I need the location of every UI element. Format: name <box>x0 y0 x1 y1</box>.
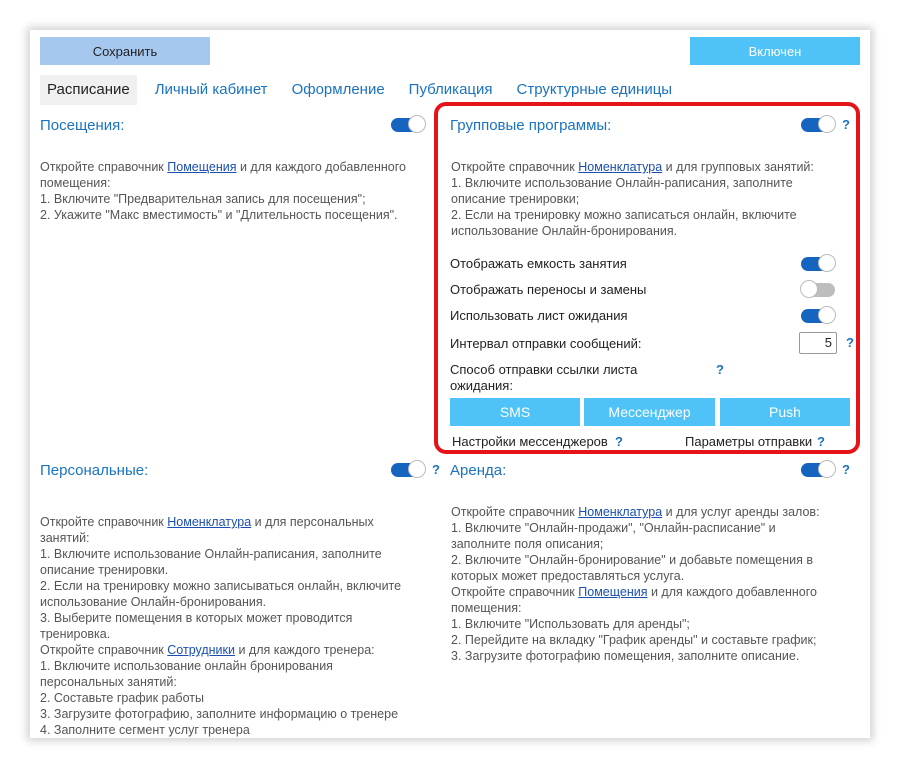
interval-label: Интервал отправки сообщений: <box>450 336 642 351</box>
personal-nomenclature-link[interactable]: Номенклатура <box>167 515 252 529</box>
messenger-settings-help-icon[interactable]: ? <box>615 434 623 449</box>
sms-button[interactable]: SMS <box>450 398 580 426</box>
personal-description: Откройте справочник Номенклатура и для персональных занятий: 1. Включите использование Онлайн-раписания, заполните описание тренировки. 2. Если на тренировку можно записываться онлайн, включите использование Онлайн-бронирования. 3. Выберите помещения в которых может проводится тренировка. Откройте справочник Сотрудники и для каждого тренера: 1. Включите использование онлайн бронирования персональных занятий: 2. Составьте график работы 3. Загрузите фотографию, заполните информацию о тренере 4. Заполните сегмент услуг тренера <box>40 515 402 737</box>
interval-input[interactable]: 5 <box>799 332 837 354</box>
group-title: Групповые программы: <box>450 117 612 134</box>
push-button[interactable]: Push <box>720 398 850 426</box>
visits-toggle[interactable] <box>391 116 425 134</box>
enabled-button[interactable]: Включен <box>690 37 860 65</box>
tab-bar <box>40 75 684 105</box>
premises-link[interactable]: Помещения <box>167 160 237 174</box>
rent-premises-link[interactable]: Помещения <box>578 585 648 599</box>
rent-nomenclature-link[interactable]: Номенклатура <box>578 505 663 519</box>
tab-design[interactable]: Оформление <box>291 81 385 98</box>
visits-title: Посещения: <box>40 117 125 134</box>
tab-personal-account[interactable]: Личный кабинет <box>154 81 268 98</box>
send-params-help-icon[interactable]: ? <box>817 434 825 449</box>
show-capacity-label: Отображать емкость занятия <box>450 256 627 271</box>
settings-panel <box>30 30 870 738</box>
messenger-button[interactable]: Мессенджер <box>584 398 715 426</box>
tab-structural-units[interactable]: Структурные единицы <box>516 81 673 98</box>
group-description: Откройте справочник Номенклатура и для групповых занятий: 1. Включите использование Онлайн-раписания, заполните описание тренировки; 2. Если на тренировку можно записаться онлайн, включите использование Онлайн-бронирования. <box>451 160 814 238</box>
show-transfers-label: Отображать переносы и замены <box>450 282 647 297</box>
save-button[interactable]: Сохранить <box>40 37 210 65</box>
personal-title: Персональные: <box>40 462 149 479</box>
personal-toggle[interactable] <box>391 461 425 479</box>
visits-description: Откройте справочник Помещения и для каждого добавленного помещения: 1. Включите "Предварительная запись для посещения"; 2. Укажите "Макс вместимость" и "Длительность посещения". <box>40 160 406 222</box>
tab-publication[interactable]: Публикация <box>408 81 493 98</box>
waitlist-label: Использовать лист ожидания <box>450 308 628 323</box>
interval-help-icon[interactable]: ? <box>846 335 854 350</box>
rent-toggle[interactable] <box>801 461 835 479</box>
nomenclature-link[interactable]: Номенклатура <box>578 160 663 174</box>
send-method-label: Способ отправки ссылки листа ожидания: <box>450 362 638 393</box>
employees-link[interactable]: Сотрудники <box>167 643 235 657</box>
send-params-link[interactable]: Параметры отправки <box>685 434 813 449</box>
highlight-frame <box>434 102 860 454</box>
rent-title: Аренда: <box>450 462 507 479</box>
rent-description: Откройте справочник Номенклатура и для услуг аренды залов: 1. Включите "Онлайн-продажи", "Онлайн-расписание" и заполните поля описания; 2. Включите "Онлайн-бронирование" и добавьте помещения в которых может предоставляться услуга. Откройте справочник Помещения и для каждого добавленного помещения: 1. Включите "Использовать для аренды"; 2. Перейдите на вкладку "График аренды" и составьте график; 3. Загрузите фотографию помещения, заполните описание. <box>451 505 820 663</box>
tab-schedule[interactable]: Расписание <box>40 75 137 105</box>
group-help-icon[interactable]: ? <box>842 117 850 132</box>
personal-help-icon[interactable]: ? <box>432 462 440 477</box>
messenger-settings-link[interactable]: Настройки мессенджеров <box>452 434 608 449</box>
rent-help-icon[interactable]: ? <box>842 462 850 477</box>
send-method-help-icon[interactable]: ? <box>716 362 724 377</box>
